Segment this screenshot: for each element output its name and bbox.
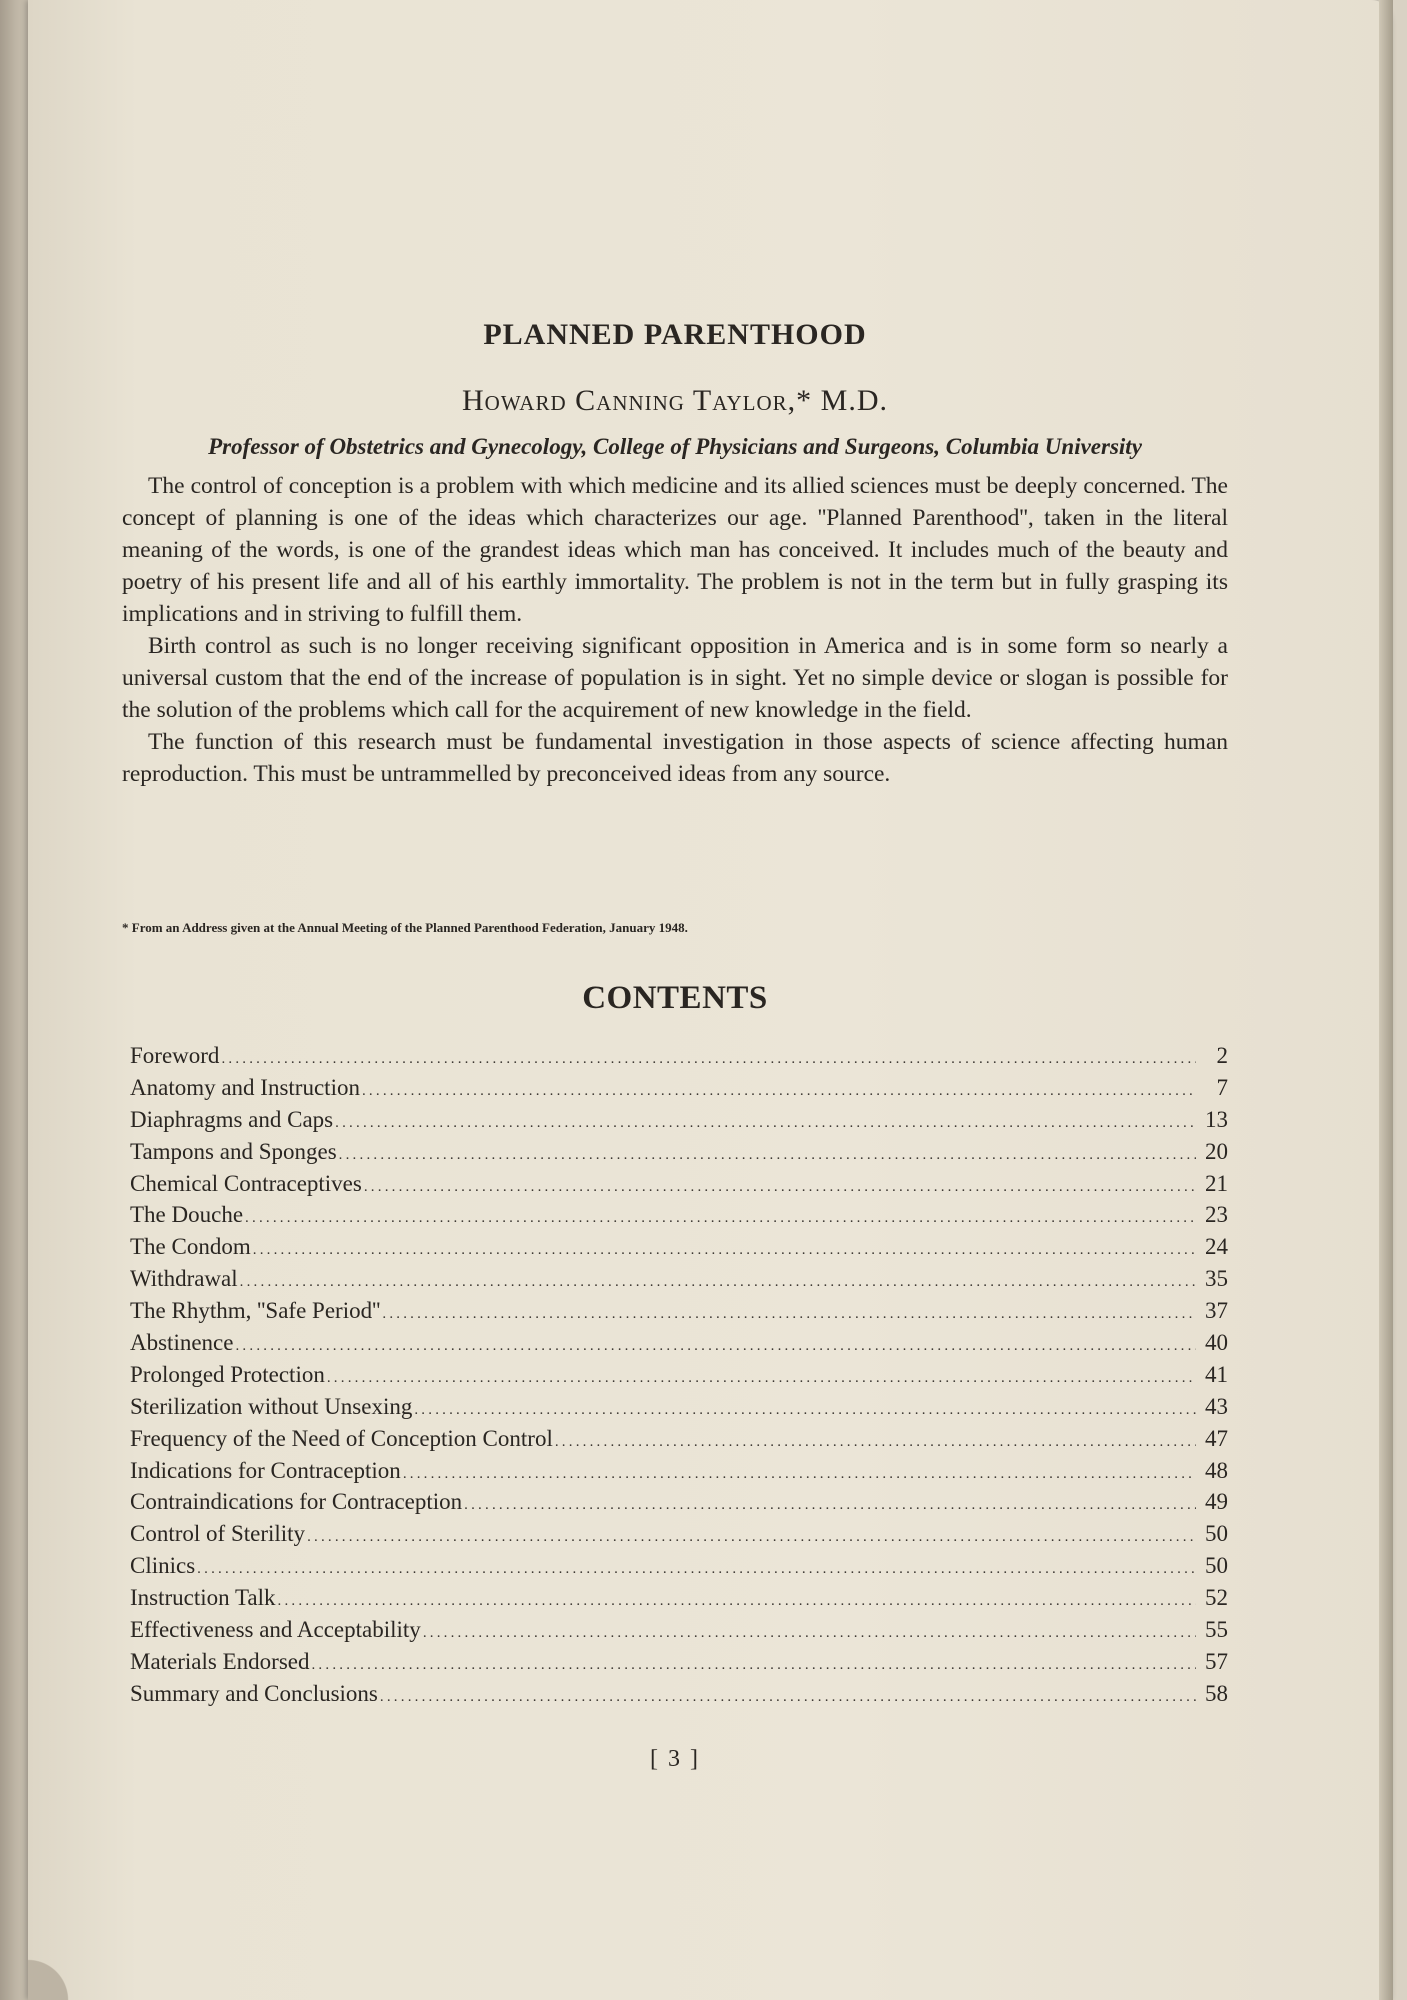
toc-leader-dots: [382, 1306, 1196, 1323]
paragraph: The control of conception is a problem with which medicine and its allied sciences must be deeply concerned. The concept of planning is one of the ideas which characterizes our age. ''Planned Parenthood'', taken in the literal meaning of the words, is one of the grandest ideas which man has conceived. It includes much of the beauty and poetry of his present life and all of his earthly immortality. The problem is not in the term but in fully grasping its implications and in striving to fulfill them.: [122, 473, 1228, 627]
toc-entry-title: Control of Sterility: [130, 1521, 306, 1547]
toc-leader-dots: [339, 1147, 1196, 1164]
toc-entry-page: 50: [1205, 1521, 1228, 1547]
toc-leader-dots: [362, 1083, 1196, 1100]
toc-leader-dots: [555, 1434, 1196, 1451]
toc-entry-title: Abstinence: [130, 1330, 234, 1356]
toc-entry-title: Frequency of the Need of Conception Control: [130, 1425, 553, 1451]
toc-entry-title: Contraindications for Contraception: [130, 1489, 463, 1515]
author-affiliation: Professor of Obstetrics and Gynecology, College of Physicians and Surgeons, Columbia University: [208, 434, 1142, 459]
toc-entry: [130, 1266, 1228, 1298]
toc-leader-dots: [335, 1115, 1196, 1132]
toc-entry: [130, 1171, 1228, 1203]
toc-entry-title: The Rhythm, ''Safe Period'': [130, 1298, 381, 1324]
toc-entry-title: Anatomy and Instruction: [130, 1074, 360, 1100]
toc-entry-title: Tampons and Sponges: [130, 1138, 337, 1164]
toc-entry-title: Diaphragms and Caps: [130, 1106, 334, 1132]
toc-leader-dots: [403, 1466, 1196, 1483]
toc-entry: [130, 1617, 1228, 1649]
toc-entry: [130, 1043, 1228, 1075]
toc-entry-page: 41: [1205, 1361, 1228, 1387]
toc-leader-dots: [380, 1689, 1196, 1706]
toc-entry-page: 55: [1205, 1617, 1228, 1643]
toc-entry-page: 47: [1205, 1425, 1228, 1451]
toc-entry-page: 2: [1216, 1043, 1228, 1068]
toc-entry-page: 7: [1216, 1074, 1228, 1100]
toc-entry: [130, 1075, 1228, 1107]
toc-entry-page: 20: [1205, 1138, 1228, 1164]
toc-entry-page: 13: [1205, 1106, 1228, 1132]
paragraph: The function of this research must be fundamental investigation in those aspects of science affecting human reproduction. This must be untrammelled by preconceived ideas from any source.: [122, 729, 1228, 787]
toc-entry-title: Materials Endorsed: [130, 1648, 310, 1674]
paragraph: Birth control as such is no longer receiving significant opposition in America and is in some form so nearly a universal custom that the end of the increase of population is in sight. Yet no simple device or slogan is possible for the solution of the problems which call for the acquirement of new knowledge in the field.: [122, 633, 1228, 723]
toc-leader-dots: [311, 1657, 1196, 1674]
footnote: * From an Address given at the Annual Meeting of the Planned Parenthood Federation, January 1948.: [122, 920, 688, 935]
toc-entry: [130, 1298, 1228, 1330]
toc-leader-dots: [464, 1497, 1196, 1514]
toc-leader-dots: [414, 1402, 1196, 1419]
toc-entry-page: 40: [1205, 1330, 1228, 1356]
toc-entry-page: 50: [1205, 1553, 1228, 1579]
article-title: PLANNED PARENTHOOD: [483, 318, 867, 351]
toc-leader-dots: [197, 1561, 1196, 1578]
toc-leader-dots: [423, 1625, 1196, 1642]
toc-entry-title: Withdrawal: [130, 1266, 238, 1292]
toc-entry-title: Prolonged Protection: [130, 1361, 325, 1387]
toc-entry: [130, 1330, 1228, 1362]
toc-entry-title: Instruction Talk: [130, 1585, 276, 1611]
toc-entry-page: 24: [1205, 1234, 1228, 1260]
toc-entry: [130, 1649, 1228, 1681]
toc-entry-page: 57: [1205, 1648, 1228, 1674]
worn-corner: [28, 1930, 98, 2000]
toc-entry-title: Foreword: [130, 1043, 220, 1068]
author-line: Howard Canning Taylor,* M.D.: [461, 384, 889, 417]
toc-entry-page: 35: [1205, 1266, 1228, 1292]
toc-entry-title: Chemical Contraceptives: [130, 1170, 362, 1196]
page-edge: [1379, 0, 1393, 2000]
contents-heading: CONTENTS: [582, 980, 768, 1016]
toc-entry: [130, 1202, 1228, 1234]
toc-entry-title: Summary and Conclusions: [130, 1680, 378, 1706]
toc-entry: [130, 1585, 1228, 1617]
toc-entry: [130, 1394, 1228, 1426]
toc-leader-dots: [240, 1274, 1196, 1291]
toc-entry-title: Sterilization without Unsexing: [130, 1393, 413, 1419]
toc-entry-title: Clinics: [130, 1553, 196, 1579]
toc-entry: [130, 1107, 1228, 1139]
toc-leader-dots: [245, 1210, 1196, 1227]
toc-entry: [130, 1489, 1228, 1521]
toc-entry-page: 37: [1205, 1298, 1228, 1324]
table-of-contents: [130, 1043, 1228, 1713]
toc-entry: [130, 1521, 1228, 1553]
toc-entry-page: 43: [1205, 1393, 1228, 1419]
toc-entry-page: 21: [1205, 1170, 1228, 1196]
toc-leader-dots: [364, 1179, 1196, 1196]
toc-leader-dots: [278, 1593, 1196, 1610]
toc-leader-dots: [307, 1529, 1196, 1546]
toc-entry: [130, 1553, 1228, 1585]
toc-entry: [130, 1426, 1228, 1458]
toc-entry-title: Indications for Contraception: [130, 1457, 401, 1483]
toc-entry: [130, 1362, 1228, 1394]
toc-entry: [130, 1458, 1228, 1490]
toc-entry-title: Effectiveness and Acceptability: [130, 1617, 421, 1643]
toc-leader-dots: [327, 1370, 1196, 1387]
toc-entry-page: 49: [1205, 1489, 1228, 1515]
toc-entry-page: 23: [1205, 1202, 1228, 1228]
article-body: [122, 470, 1228, 790]
toc-leader-dots: [221, 1051, 1196, 1068]
toc-entry-page: 52: [1205, 1585, 1228, 1611]
toc-entry-title: The Douche: [130, 1202, 244, 1228]
toc-entry-title: The Condom: [130, 1234, 251, 1260]
toc-entry: [130, 1139, 1228, 1171]
toc-leader-dots: [253, 1242, 1196, 1259]
toc-entry: [130, 1681, 1228, 1713]
page-number: [ 3 ]: [650, 1746, 700, 1772]
toc-entry-page: 48: [1205, 1457, 1228, 1483]
toc-leader-dots: [235, 1338, 1196, 1355]
toc-entry: [130, 1234, 1228, 1266]
toc-entry-page: 58: [1205, 1680, 1228, 1706]
